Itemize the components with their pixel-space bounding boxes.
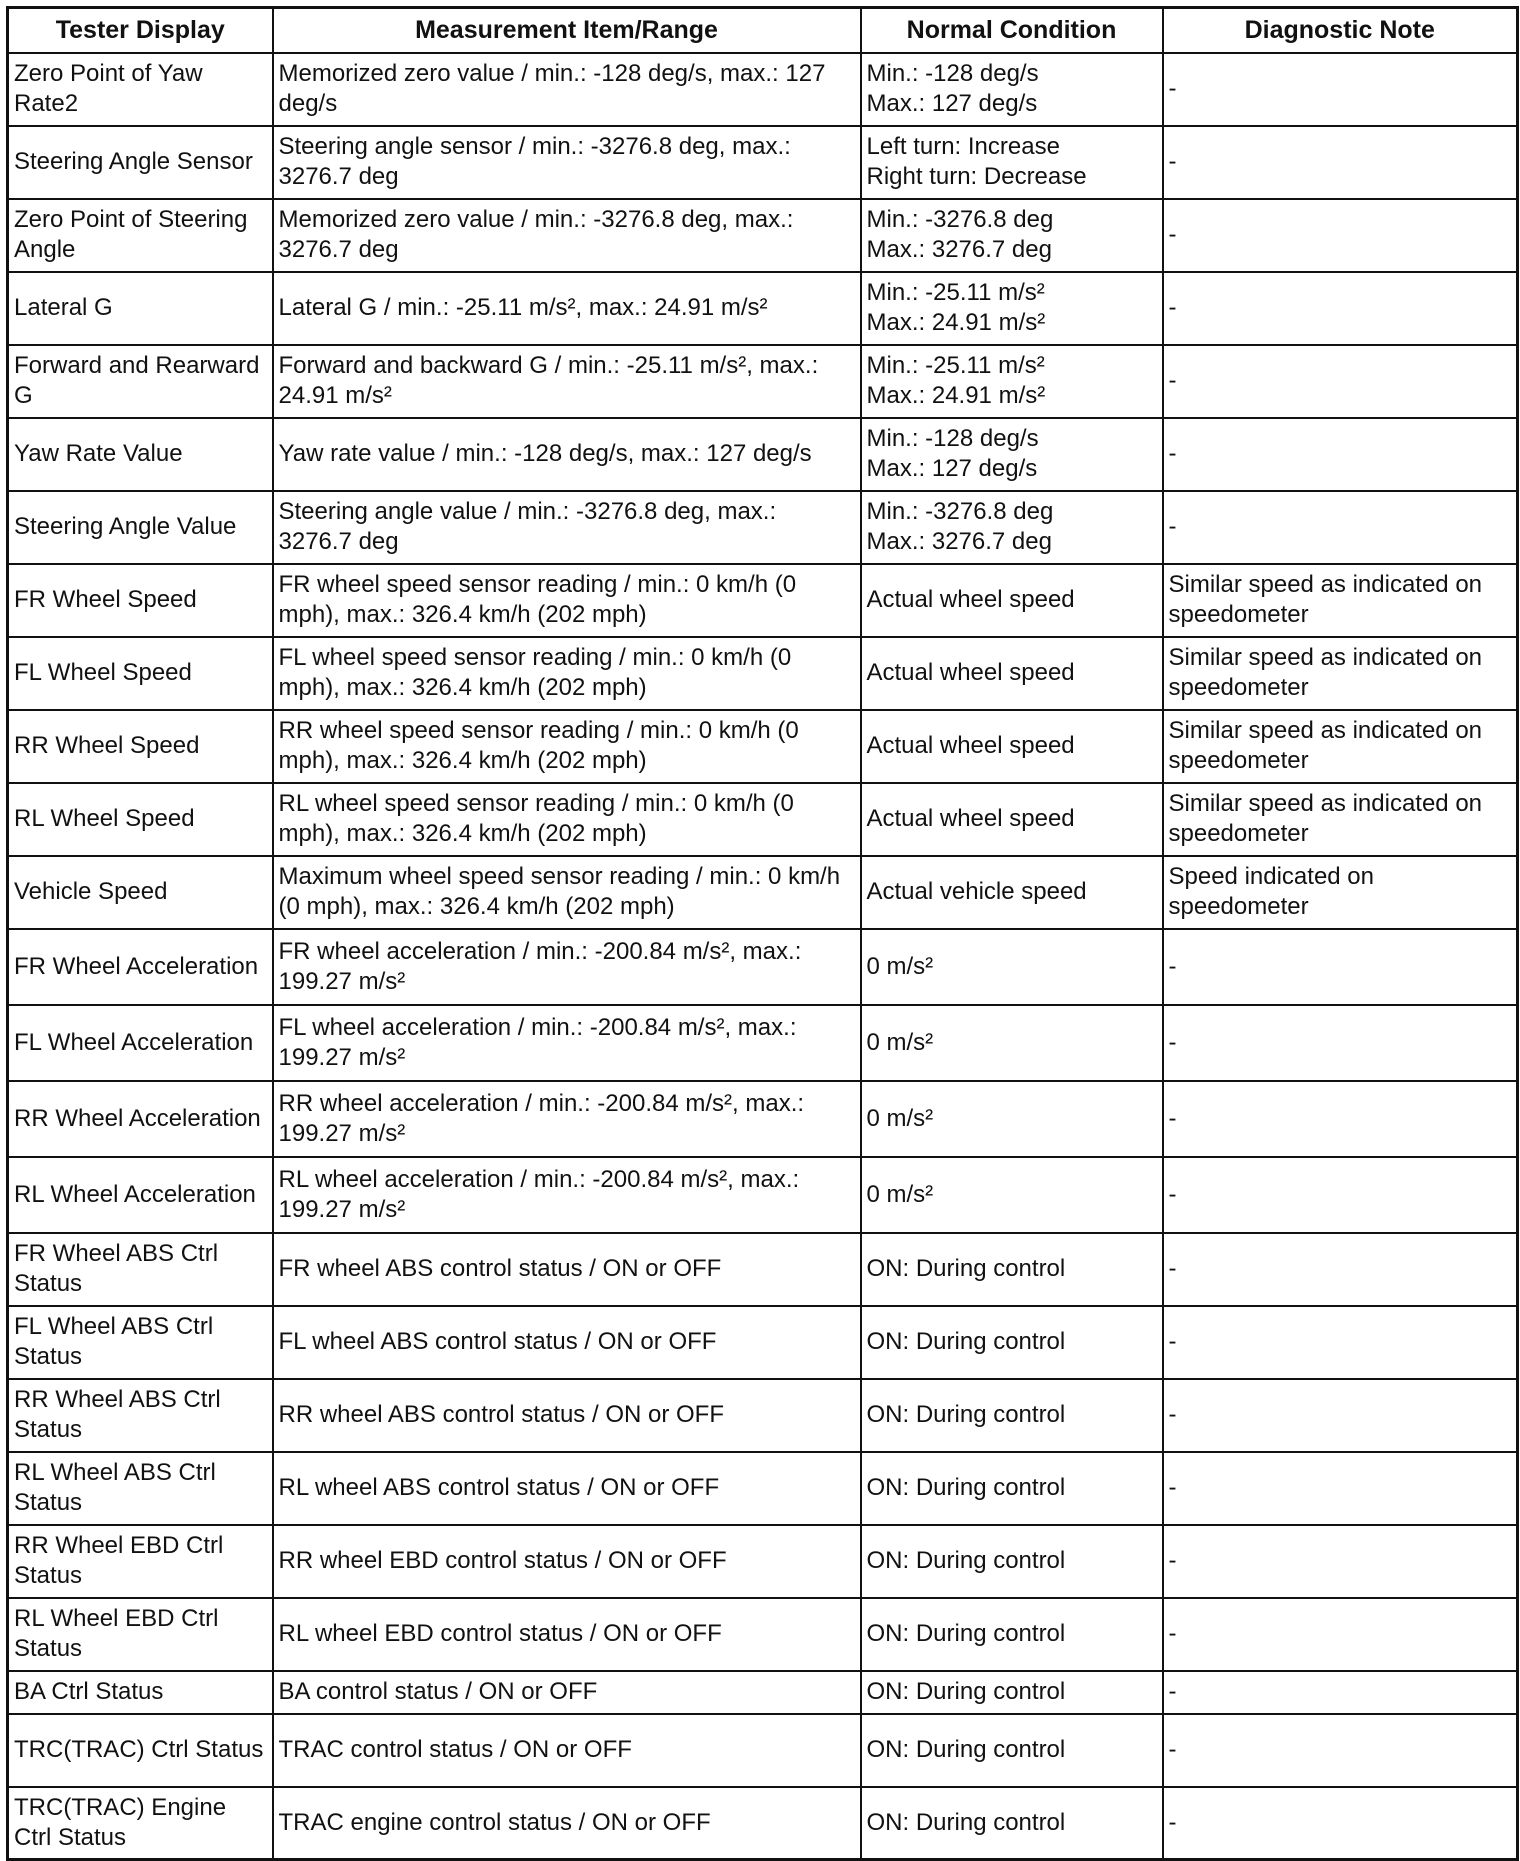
- normal-condition-line: Min.: -25.11 m/s²: [866, 352, 1045, 379]
- cell-normal-condition: [861, 856, 1163, 929]
- cell-diagnostic-note: -: [1163, 491, 1518, 564]
- cell-diagnostic-note: -: [1163, 1452, 1518, 1525]
- cell-normal-condition: [861, 564, 1163, 637]
- table-row: [8, 126, 1518, 199]
- cell-measurement-item: Lateral G / min.: -25.11 m/s², max.: 24.91 m/s²: [273, 272, 861, 345]
- normal-condition-line: ON: During control: [866, 1808, 1066, 1836]
- cell-measurement-item: FR wheel ABS control status / ON or OFF: [273, 1233, 861, 1306]
- cell-normal-condition: [861, 1081, 1163, 1157]
- cell-diagnostic-note: -: [1163, 1525, 1518, 1598]
- normal-condition-line: 0 m/s²: [866, 1180, 934, 1208]
- cell-normal-condition: [861, 1714, 1163, 1787]
- cell-diagnostic-note: Speed indicated on speedometer: [1163, 856, 1518, 929]
- table-row: [8, 418, 1518, 491]
- cell-tester-display: Yaw Rate Value: [8, 418, 273, 491]
- cell-measurement-item: RL wheel EBD control status / ON or OFF: [273, 1598, 861, 1671]
- normal-condition-line: 0 m/s²: [866, 1028, 934, 1056]
- table-row: [8, 637, 1518, 710]
- cell-measurement-item: Memorized zero value / min.: -3276.8 deg, max.: 3276.7 deg: [273, 199, 861, 272]
- normal-condition-line: 0 m/s²: [866, 1104, 934, 1132]
- table-row: [8, 710, 1518, 783]
- table-row: [8, 345, 1518, 418]
- cell-tester-display: RL Wheel Acceleration: [8, 1157, 273, 1233]
- cell-diagnostic-note: -: [1163, 1671, 1518, 1714]
- header-diagnostic-note: Diagnostic Note: [1163, 8, 1518, 53]
- table-row: [8, 1671, 1518, 1714]
- cell-measurement-item: BA control status / ON or OFF: [273, 1671, 861, 1714]
- cell-normal-condition: [861, 1452, 1163, 1525]
- cell-normal-condition: [861, 1379, 1163, 1452]
- cell-normal-condition: [861, 491, 1163, 564]
- cell-tester-display: RL Wheel EBD Ctrl Status: [8, 1598, 273, 1671]
- table-row: [8, 53, 1518, 126]
- cell-measurement-item: Yaw rate value / min.: -128 deg/s, max.: 127 deg/s: [273, 418, 861, 491]
- cell-normal-condition: [861, 1233, 1163, 1306]
- header-normal-condition: Normal Condition: [861, 8, 1163, 53]
- cell-normal-condition: [861, 1157, 1163, 1233]
- table-row: [8, 1157, 1518, 1233]
- cell-diagnostic-note: Similar speed as indicated on speedometer: [1163, 783, 1518, 856]
- normal-condition-line: ON: During control: [866, 1401, 1066, 1428]
- normal-condition-line: ON: During control: [866, 1328, 1066, 1355]
- table-row: [8, 1598, 1518, 1671]
- normal-condition-line: Max.: 127 deg/s: [866, 90, 1038, 117]
- header-tester-display: Tester Display: [8, 8, 273, 53]
- normal-condition-line: Max.: 24.91 m/s²: [866, 309, 1046, 336]
- data-list-table: [6, 6, 1519, 1861]
- cell-tester-display: Steering Angle Value: [8, 491, 273, 564]
- normal-condition-line: ON: During control: [866, 1474, 1066, 1501]
- cell-diagnostic-note: -: [1163, 1787, 1518, 1860]
- normal-condition-line: Min.: -3276.8 deg: [866, 206, 1054, 233]
- cell-measurement-item: RR wheel speed sensor reading / min.: 0 km/h (0 mph), max.: 326.4 km/h (202 mph): [273, 710, 861, 783]
- cell-measurement-item: RR wheel acceleration / min.: -200.84 m/s², max.: 199.27 m/s²: [273, 1081, 861, 1157]
- normal-condition-line: Min.: -25.11 m/s²: [866, 279, 1045, 306]
- normal-condition-line: Min.: -128 deg/s: [866, 60, 1039, 87]
- cell-diagnostic-note: -: [1163, 272, 1518, 345]
- cell-diagnostic-note: -: [1163, 126, 1518, 199]
- normal-condition-line: ON: During control: [866, 1620, 1066, 1647]
- cell-diagnostic-note: -: [1163, 53, 1518, 126]
- table-row: [8, 1714, 1518, 1787]
- cell-normal-condition: [861, 1787, 1163, 1860]
- cell-diagnostic-note: -: [1163, 199, 1518, 272]
- table-row: [8, 856, 1518, 929]
- cell-diagnostic-note: -: [1163, 1379, 1518, 1452]
- cell-measurement-item: FR wheel speed sensor reading / min.: 0 km/h (0 mph), max.: 326.4 km/h (202 mph): [273, 564, 861, 637]
- cell-measurement-item: FL wheel acceleration / min.: -200.84 m/s², max.: 199.27 m/s²: [273, 1005, 861, 1081]
- cell-tester-display: FL Wheel Acceleration: [8, 1005, 273, 1081]
- table-row: [8, 1525, 1518, 1598]
- normal-condition-line: ON: During control: [866, 1255, 1066, 1282]
- cell-measurement-item: Forward and backward G / min.: -25.11 m/s², max.: 24.91 m/s²: [273, 345, 861, 418]
- cell-measurement-item: Maximum wheel speed sensor reading / min.: 0 km/h (0 mph), max.: 326.4 km/h (202 mph): [273, 856, 861, 929]
- cell-diagnostic-note: -: [1163, 345, 1518, 418]
- cell-tester-display: BA Ctrl Status: [8, 1671, 273, 1714]
- normal-condition-line: Min.: -128 deg/s: [866, 425, 1039, 452]
- table-row: [8, 1005, 1518, 1081]
- cell-measurement-item: RL wheel acceleration / min.: -200.84 m/s², max.: 199.27 m/s²: [273, 1157, 861, 1233]
- cell-tester-display: FR Wheel Speed: [8, 564, 273, 637]
- table-row: [8, 929, 1518, 1005]
- cell-tester-display: Steering Angle Sensor: [8, 126, 273, 199]
- cell-tester-display: Lateral G: [8, 272, 273, 345]
- header-measurement-item: Measurement Item/Range: [273, 8, 861, 53]
- cell-measurement-item: RL wheel speed sensor reading / min.: 0 km/h (0 mph), max.: 326.4 km/h (202 mph): [273, 783, 861, 856]
- cell-tester-display: TRC(TRAC) Ctrl Status: [8, 1714, 273, 1787]
- normal-condition-line: ON: During control: [866, 1547, 1066, 1574]
- normal-condition-line: Max.: 24.91 m/s²: [866, 382, 1046, 409]
- cell-normal-condition: [861, 1525, 1163, 1598]
- cell-normal-condition: [861, 418, 1163, 491]
- cell-tester-display: RR Wheel Acceleration: [8, 1081, 273, 1157]
- table-row: [8, 272, 1518, 345]
- cell-tester-display: RR Wheel ABS Ctrl Status: [8, 1379, 273, 1452]
- table-row: [8, 1379, 1518, 1452]
- cell-tester-display: Vehicle Speed: [8, 856, 273, 929]
- cell-measurement-item: Memorized zero value / min.: -128 deg/s, max.: 127 deg/s: [273, 53, 861, 126]
- cell-normal-condition: [861, 1598, 1163, 1671]
- normal-condition-line: Actual wheel speed: [866, 732, 1075, 759]
- cell-measurement-item: RR wheel EBD control status / ON or OFF: [273, 1525, 861, 1598]
- cell-tester-display: FL Wheel Speed: [8, 637, 273, 710]
- cell-normal-condition: [861, 272, 1163, 345]
- cell-measurement-item: Steering angle sensor / min.: -3276.8 deg, max.: 3276.7 deg: [273, 126, 861, 199]
- table-row: [8, 1306, 1518, 1379]
- cell-normal-condition: [861, 929, 1163, 1005]
- cell-tester-display: RR Wheel Speed: [8, 710, 273, 783]
- cell-normal-condition: [861, 1005, 1163, 1081]
- cell-diagnostic-note: -: [1163, 929, 1518, 1005]
- table-row: [8, 1787, 1518, 1860]
- cell-normal-condition: [861, 53, 1163, 126]
- cell-diagnostic-note: -: [1163, 1233, 1518, 1306]
- table-row: [8, 1081, 1518, 1157]
- cell-measurement-item: RR wheel ABS control status / ON or OFF: [273, 1379, 861, 1452]
- cell-measurement-item: FL wheel speed sensor reading / min.: 0 km/h (0 mph), max.: 326.4 km/h (202 mph): [273, 637, 861, 710]
- cell-measurement-item: TRAC control status / ON or OFF: [273, 1714, 861, 1787]
- cell-normal-condition: [861, 783, 1163, 856]
- table-row: [8, 564, 1518, 637]
- header-row: [8, 8, 1518, 53]
- cell-tester-display: Zero Point of Steering Angle: [8, 199, 273, 272]
- cell-diagnostic-note: -: [1163, 1081, 1518, 1157]
- cell-tester-display: RR Wheel EBD Ctrl Status: [8, 1525, 273, 1598]
- cell-tester-display: Forward and Rearward G: [8, 345, 273, 418]
- cell-tester-display: FR Wheel Acceleration: [8, 929, 273, 1005]
- cell-diagnostic-note: -: [1163, 1598, 1518, 1671]
- normal-condition-line: ON: During control: [866, 1678, 1066, 1705]
- normal-condition-line: Right turn: Decrease: [866, 163, 1087, 190]
- cell-diagnostic-note: -: [1163, 418, 1518, 491]
- data-list-table-container: [6, 6, 1519, 1861]
- normal-condition-line: Max.: 127 deg/s: [866, 455, 1038, 482]
- normal-condition-line: Actual vehicle speed: [866, 878, 1087, 905]
- cell-tester-display: RL Wheel Speed: [8, 783, 273, 856]
- normal-condition-line: Actual wheel speed: [866, 586, 1075, 613]
- table-row: [8, 783, 1518, 856]
- cell-normal-condition: [861, 199, 1163, 272]
- cell-diagnostic-note: Similar speed as indicated on speedometer: [1163, 564, 1518, 637]
- cell-diagnostic-note: Similar speed as indicated on speedometer: [1163, 637, 1518, 710]
- cell-tester-display: FL Wheel ABS Ctrl Status: [8, 1306, 273, 1379]
- table-row: [8, 491, 1518, 564]
- normal-condition-line: Max.: 3276.7 deg: [866, 528, 1052, 555]
- table-row: [8, 199, 1518, 272]
- cell-measurement-item: TRAC engine control status / ON or OFF: [273, 1787, 861, 1860]
- normal-condition-line: Actual wheel speed: [866, 659, 1075, 686]
- normal-condition-line: ON: During control: [866, 1736, 1066, 1763]
- cell-normal-condition: [861, 637, 1163, 710]
- normal-condition-line: Min.: -3276.8 deg: [866, 498, 1054, 525]
- cell-diagnostic-note: -: [1163, 1714, 1518, 1787]
- table-row: [8, 1452, 1518, 1525]
- cell-tester-display: TRC(TRAC) Engine Ctrl Status: [8, 1787, 273, 1860]
- cell-diagnostic-note: -: [1163, 1005, 1518, 1081]
- cell-measurement-item: FL wheel ABS control status / ON or OFF: [273, 1306, 861, 1379]
- cell-tester-display: RL Wheel ABS Ctrl Status: [8, 1452, 273, 1525]
- normal-condition-line: 0 m/s²: [866, 952, 934, 980]
- cell-measurement-item: FR wheel acceleration / min.: -200.84 m/s², max.: 199.27 m/s²: [273, 929, 861, 1005]
- cell-tester-display: FR Wheel ABS Ctrl Status: [8, 1233, 273, 1306]
- table-row: [8, 1233, 1518, 1306]
- cell-measurement-item: Steering angle value / min.: -3276.8 deg, max.: 3276.7 deg: [273, 491, 861, 564]
- cell-normal-condition: [861, 710, 1163, 783]
- cell-normal-condition: [861, 1306, 1163, 1379]
- normal-condition-line: Left turn: Increase: [866, 133, 1060, 160]
- cell-measurement-item: RL wheel ABS control status / ON or OFF: [273, 1452, 861, 1525]
- cell-normal-condition: [861, 345, 1163, 418]
- cell-diagnostic-note: Similar speed as indicated on speedometer: [1163, 710, 1518, 783]
- normal-condition-line: Actual wheel speed: [866, 805, 1075, 832]
- cell-normal-condition: [861, 126, 1163, 199]
- cell-diagnostic-note: -: [1163, 1306, 1518, 1379]
- cell-normal-condition: [861, 1671, 1163, 1714]
- cell-tester-display: Zero Point of Yaw Rate2: [8, 53, 273, 126]
- normal-condition-line: Max.: 3276.7 deg: [866, 236, 1052, 263]
- cell-diagnostic-note: -: [1163, 1157, 1518, 1233]
